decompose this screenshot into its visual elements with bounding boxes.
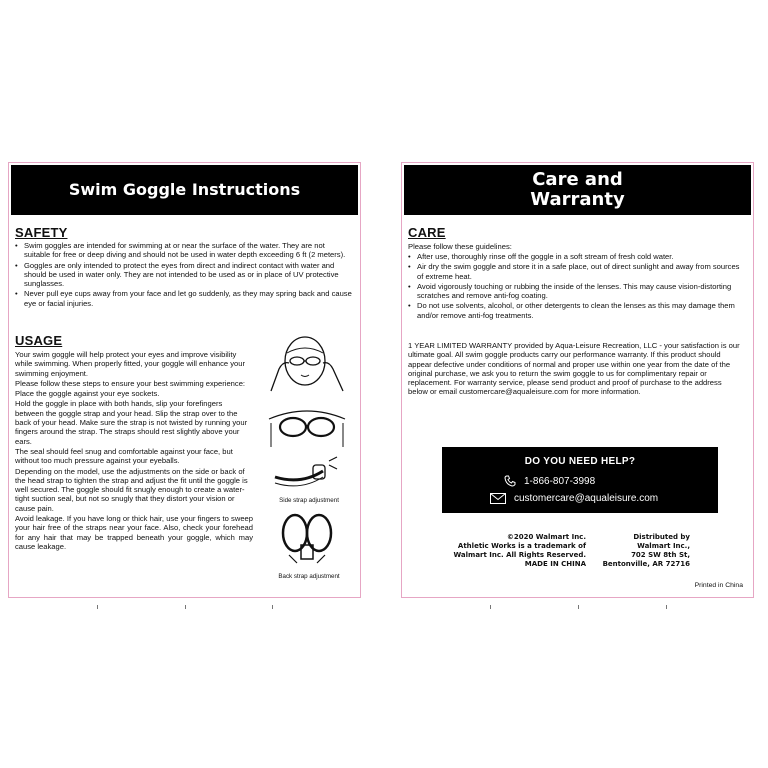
print-tick bbox=[490, 605, 491, 609]
usage-heading: USAGE bbox=[15, 333, 63, 348]
help-phone[interactable]: 1-866-807-3998 bbox=[524, 475, 596, 487]
side-strap-caption: Side strap adjustment bbox=[279, 497, 339, 504]
care-item: • Air dry the swim goggle and store it in a safe place, out of direct sunlight and away from sources of extreme heat. bbox=[408, 262, 745, 281]
safety-item: • Goggles are only intended to protect the eyes from direct and indirect contact with water and should be used in water only. They are not intended to be used as or in place of UV protective sunglasses. bbox=[15, 261, 352, 289]
care-list bbox=[408, 252, 745, 321]
usage-paragraph: Place the goggle against your eye sockets. bbox=[15, 389, 160, 399]
phone-icon bbox=[504, 475, 516, 487]
print-tick bbox=[272, 605, 273, 609]
usage-paragraph: Please follow these steps to ensure your best swimming experience: bbox=[15, 378, 246, 388]
help-phone-row[interactable] bbox=[504, 475, 595, 487]
safety-list bbox=[15, 241, 352, 309]
care-item: • Do not use solvents, alcohol, or other detergents to clean the lenses as this may damage them and/or remove anti-fog treatments. bbox=[408, 301, 745, 320]
instructions-title-banner bbox=[11, 165, 358, 215]
print-tick bbox=[97, 605, 98, 609]
warranty-text: 1 YEAR LIMITED WARRANTY provided by Aqua-Leisure Recreation, LLC - your satisfaction is our ultimate goal. All swim goggle products carry our performance warranty. If this product should appear defective under conditions of normal and proper use within one year from the date of the original purchase, we ask you to return the swim goggle to us for complimentary repair or replacement. For warranty service, please send product and proof of purchase to the address below or email customercare@aqualeisure.com for more information. bbox=[408, 341, 740, 397]
care-title-line1: Care and bbox=[532, 169, 623, 190]
instructions-title: Swim Goggle Instructions bbox=[68, 180, 301, 199]
safety-item: • Never pull eye cups away from your face and let go suddenly, as they may spring back and cause eye or facial injuries. bbox=[15, 289, 352, 308]
legal-line: Athletic Works is a trademark of bbox=[457, 542, 586, 550]
legal-line: Bentonville, AR 72716 bbox=[602, 560, 690, 568]
instructions-panel bbox=[8, 162, 361, 598]
print-tick bbox=[578, 605, 579, 609]
legal-line: 702 SW 8th St, bbox=[631, 551, 690, 559]
back-strap-illustration bbox=[275, 511, 339, 569]
side-strap-illustration bbox=[271, 455, 341, 495]
help-box bbox=[442, 447, 718, 513]
safety-heading: SAFETY bbox=[15, 225, 68, 240]
legal-copyright bbox=[406, 533, 586, 569]
care-item: • After use, thoroughly rinse off the goggle in a soft stream of fresh cold water. bbox=[408, 252, 745, 261]
back-strap-caption: Back strap adjustment bbox=[278, 573, 340, 580]
care-title-line2: Warranty bbox=[530, 189, 625, 210]
help-email-row[interactable] bbox=[490, 493, 658, 504]
print-tick bbox=[185, 605, 186, 609]
usage-paragraph: The seal should feel snug and comfortable against your face, but without too much pressure against your eyeballs. bbox=[15, 446, 233, 466]
goggle-on-head-illustration bbox=[261, 331, 353, 395]
usage-paragraph: Avoid leakage. If you have long or thick hair, use your fingers to sweep your hair free of the straps near your face. Also, check your forehead for any hair that may be trapped beneath your goggle, which may cause leakage. bbox=[15, 514, 253, 551]
usage-text bbox=[15, 350, 253, 552]
usage-paragraph: Hold the goggle in place with both hands, slip your forefingers between the goggle strap and your head. Slip the strap over to the back of your head. Make sure the strap is not twisted by running your fingers around the strap. The straps should rest slightly above your ears. bbox=[15, 399, 248, 446]
goggles-illustration bbox=[265, 401, 349, 451]
usage-paragraph: Depending on the model, use the adjustments on the side or back of the head strap to tighten the strap and adjust the fit until the goggle is well secured. The goggle should fit snugly enough to create a water-tight suction seal, but not so snugly that they distort your vision or cause pain. bbox=[15, 466, 248, 513]
care-item: • Avoid vigorously touching or rubbing the inside of the lenses. This may cause vision-distorting scratches and remove anti-fog coating. bbox=[408, 282, 745, 301]
help-title: DO YOU NEED HELP? bbox=[524, 456, 636, 467]
printed-in-china: Printed in China bbox=[694, 582, 743, 589]
legal-line: ©2020 Walmart Inc. bbox=[506, 533, 586, 541]
safety-item: • Swim goggles are intended for swimming at or near the surface of the water. They are not suitable for free or deep diving and should not be used in water depth exceeding 6 ft (2 meters). bbox=[15, 241, 352, 260]
care-intro: Please follow these guidelines: bbox=[408, 242, 512, 251]
care-title-banner bbox=[404, 165, 751, 215]
help-email[interactable]: customercare@aqualeisure.com bbox=[514, 493, 659, 504]
care-warranty-panel bbox=[401, 162, 754, 598]
legal-line: MADE IN CHINA bbox=[524, 560, 586, 568]
legal-distributor bbox=[602, 533, 690, 569]
usage-paragraph: Your swim goggle will help protect your eyes and improve visibility while swimming. When properly fitted, your goggle will enhance your swimming enjoyment. bbox=[15, 350, 246, 378]
legal-line: Walmart Inc. All Rights Reserved. bbox=[453, 551, 586, 559]
envelope-icon bbox=[490, 493, 506, 504]
legal-line: Distributed by bbox=[633, 533, 690, 541]
care-heading: CARE bbox=[408, 225, 446, 240]
print-tick bbox=[666, 605, 667, 609]
legal-line: Walmart Inc., bbox=[637, 542, 690, 550]
